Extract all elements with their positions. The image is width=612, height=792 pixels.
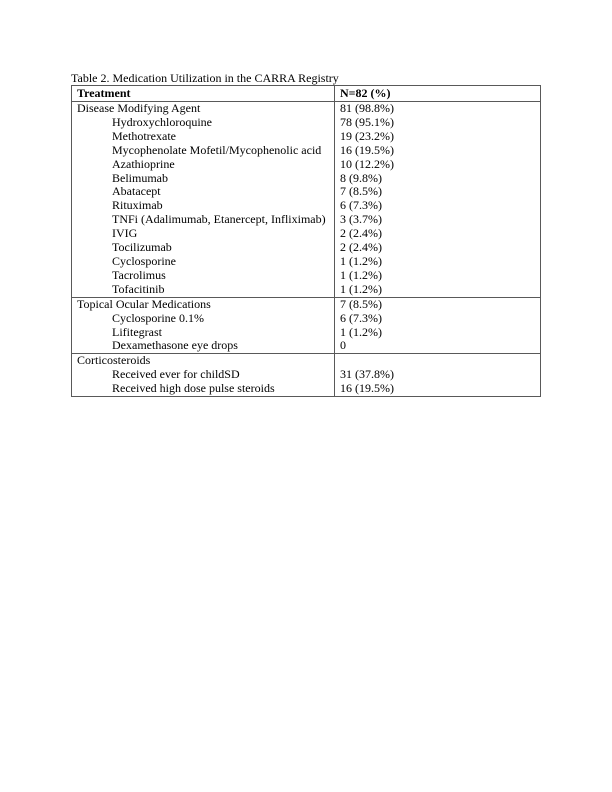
treatment-cell: Azathioprine	[72, 158, 335, 172]
value-cell: 31 (37.8%)	[340, 367, 394, 382]
value-cell: 6 (7.3%)	[340, 310, 382, 325]
value-cell: 7 (8.5%)	[340, 296, 382, 311]
treatment-cell: Topical Ocular Medications	[72, 297, 335, 311]
table-row	[72, 158, 541, 172]
treatment-cell: Dexamethasone eye drops	[72, 339, 335, 353]
medication-table	[71, 85, 541, 397]
column-header-n: N=82 (%)	[340, 86, 391, 100]
table-block	[71, 72, 540, 397]
treatment-cell: Cyclosporine	[72, 255, 335, 269]
table-row	[72, 213, 541, 227]
treatment-cell: Disease Modifying Agent	[72, 102, 335, 116]
table-row	[72, 312, 541, 326]
treatment-cell: Abatacept	[72, 185, 335, 199]
value-cell: 2 (2.4%)	[340, 226, 382, 241]
treatment-cell: Lifitegrast	[72, 326, 335, 340]
treatment-cell: TNFi (Adalimumab, Etanercept, Infliximab)	[72, 213, 335, 227]
table-row	[72, 185, 541, 199]
treatment-cell: Belimumab	[72, 172, 335, 186]
table-row	[72, 326, 541, 340]
treatment-cell: Hydroxychloroquine	[72, 116, 335, 130]
value-cell: 0	[340, 338, 346, 353]
value-cell: 78 (95.1%)	[340, 114, 394, 129]
table-section	[72, 102, 541, 298]
treatment-cell: Received high dose pulse steroids	[72, 382, 335, 396]
table-row	[72, 172, 541, 186]
treatment-cell: Tofacitinib	[72, 283, 335, 297]
treatment-cell: Tacrolimus	[72, 269, 335, 283]
column-header-treatment: Treatment	[72, 86, 335, 102]
table-row	[72, 382, 541, 396]
treatment-cell: Received ever for childSD	[72, 368, 335, 382]
value-cell: 16 (19.5%)	[340, 381, 394, 396]
value-cell: 16 (19.5%)	[340, 142, 394, 157]
table-row	[72, 199, 541, 213]
value-cell: 2 (2.4%)	[340, 240, 382, 255]
value-cell: 19 (23.2%)	[340, 128, 394, 143]
table-caption: Table 2. Medication Utilization in the CARRA Registry	[71, 71, 339, 85]
value-cell: 1 (1.2%)	[340, 253, 382, 268]
table-row	[72, 297, 541, 311]
treatment-cell: IVIG	[72, 227, 335, 241]
table-row	[72, 255, 541, 269]
treatment-cell: Tocilizumab	[72, 241, 335, 255]
table-row	[72, 227, 541, 241]
treatment-cell: Rituximab	[72, 199, 335, 213]
table-row	[72, 144, 541, 158]
treatment-cell: Mycophenolate Mofetil/Mycophenolic acid	[72, 144, 335, 158]
table-row	[72, 368, 541, 382]
value-cell: 6 (7.3%)	[340, 198, 382, 213]
table-row	[72, 339, 541, 353]
table-row	[72, 241, 541, 255]
value-cell: 1 (1.2%)	[340, 324, 382, 339]
table-row	[72, 130, 541, 144]
value-cell: 1 (1.2%)	[340, 267, 382, 282]
table-row	[72, 102, 541, 116]
table-header	[72, 86, 541, 102]
treatment-cell: Methotrexate	[72, 130, 335, 144]
table-row	[72, 269, 541, 283]
table-row	[72, 116, 541, 130]
value-cell: 8 (9.8%)	[340, 170, 382, 185]
header-row	[72, 86, 541, 102]
value-cell: 7 (8.5%)	[340, 184, 382, 199]
treatment-cell: Corticosteroids	[72, 354, 335, 368]
value-cell	[335, 354, 541, 368]
value-cell: 3 (3.7%)	[340, 212, 382, 227]
table-section	[72, 354, 541, 397]
value-cell: 1 (1.2%)	[340, 281, 382, 296]
table-section	[72, 297, 541, 354]
table-row	[72, 283, 541, 297]
treatment-cell: Cyclosporine 0.1%	[72, 312, 335, 326]
value-cell: 10 (12.2%)	[340, 156, 394, 171]
table-row	[72, 354, 541, 368]
value-cell: 81 (98.8%)	[340, 101, 394, 115]
